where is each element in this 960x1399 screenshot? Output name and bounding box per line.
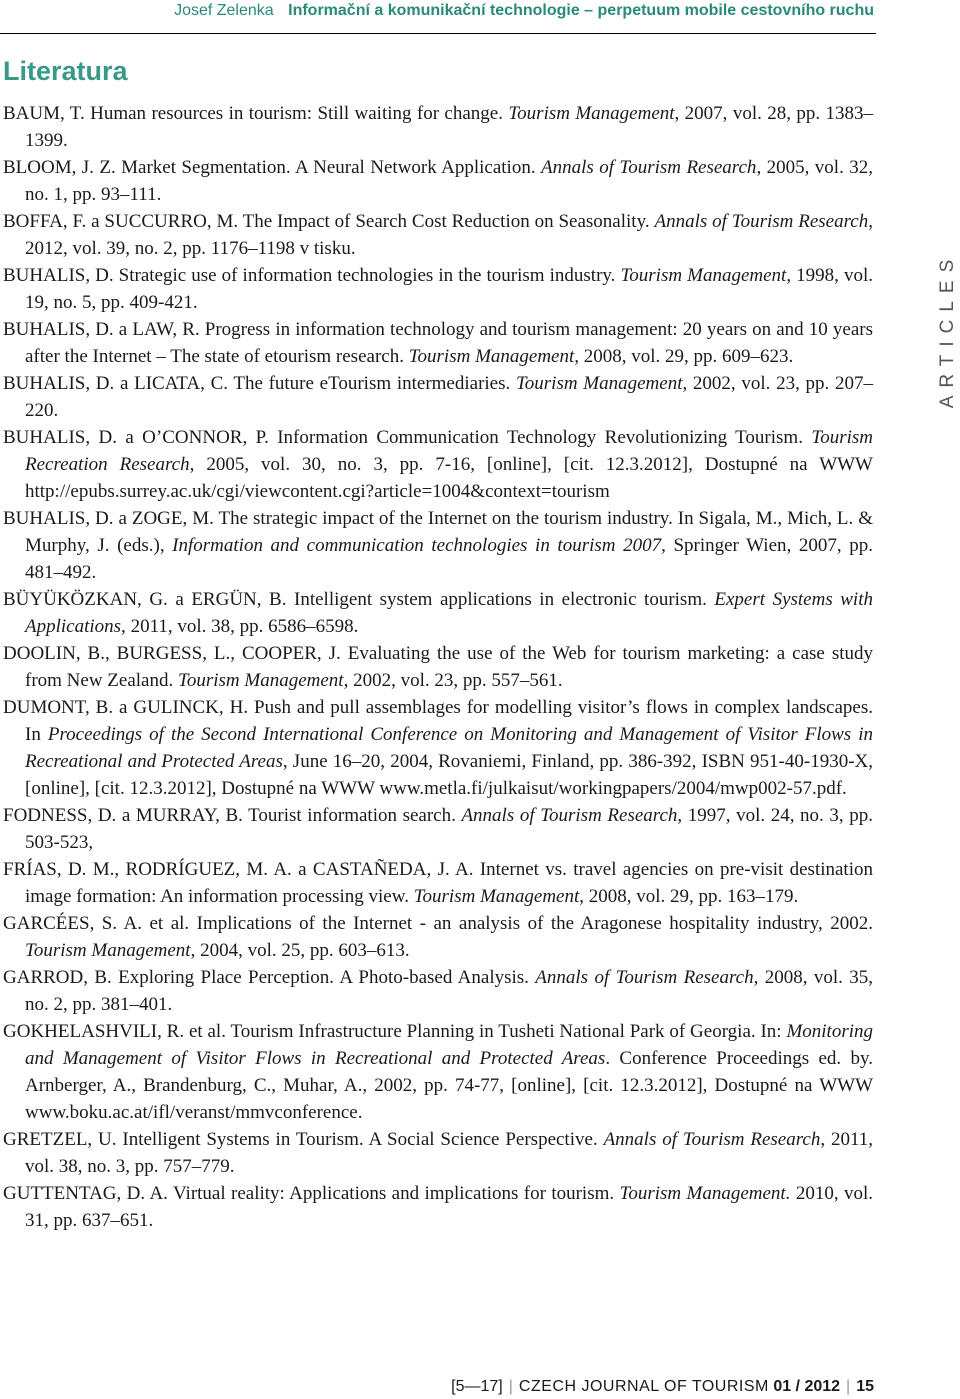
reference-details: 2008, vol. 29, pp. 609–623.	[579, 346, 794, 367]
reference-details: . Conference Proceedings ed. by. Arnberger, A., Brandenburg, C., Muhar, A., 2002, pp. 74-77, [online], [cit. 12.3.2012], Dostupné na WWW www.boku.ac.at/ifl/veranst/mmvconference.	[25, 1048, 874, 1123]
reference-text: BUHALIS, D. a ZOGE, M. The strategic impact of the Internet on the tourism industry. In Sigala, M., Mich, L. & Murphy, J. (eds.),	[3, 508, 873, 556]
reference-details: , 1998, vol. 19, no. 5, pp. 409-421.	[25, 265, 873, 313]
reference-details: , 2002, vol. 23, pp. 557–561.	[343, 670, 563, 691]
reference-text: BOFFA, F. a SUCCURRO, M. The Impact of Search Cost Reduction on Seasonality.	[3, 211, 655, 232]
reference-list	[3, 100, 873, 1234]
reference-details: , 2005, vol. 30, no. 3, pp. 7-16, [online], [cit. 12.3.2012], Dostupné na WWW http://epubs.surrey.ac.uk/cgi/viewcontent.cgi?article=1004&context=tourism	[25, 454, 873, 502]
reference-text: FRÍAS, D. M., RODRÍGUEZ, M. A. a CASTAÑEDA, J. A. Internet vs. travel agencies on pre-visit destination image formation: An information processing view.	[3, 859, 873, 907]
reference-details: , 2008, vol. 35, no. 2, pp. 381–401.	[25, 967, 873, 1015]
reference-text: BAUM, T. Human resources in tourism: Still waiting for change.	[3, 103, 509, 124]
reference-source-title: Monitoring and Management of Visitor Flows in Recreational and Protected Areas	[25, 1021, 873, 1069]
reference-entry	[3, 1018, 873, 1126]
reference-entry	[3, 964, 873, 1018]
reference-entry	[3, 208, 873, 262]
reference-source-title: Tourism Management,	[408, 346, 580, 367]
reference-entry	[3, 316, 873, 370]
reference-text: BUHALIS, D. a O’CONNOR, P. Information Communication Technology Revolutionizing Tourism.	[3, 427, 812, 448]
reference-source-title: Proceedings of the Second International Conference on Monitoring and Management of Visitor Flows in Recreational and Protected Areas	[25, 724, 873, 772]
reference-details: , June 16–20, 2004, Rovaniemi, Finland, pp. 386-392, ISBN 951-40-1930-X, [online], [cit. 12.3.2012], Dostupné na WWW www.metla.fi/julkaisut/workingpapers/2004/mwp002-57.pdf.	[25, 751, 873, 799]
reference-details: , Springer Wien, 2007, pp. 481–492.	[25, 535, 873, 583]
header-rule	[0, 33, 876, 34]
reference-details: , 2011, vol. 38, no. 3, pp. 757–779.	[25, 1129, 874, 1177]
reference-text: BUHALIS, D. a LAW, R. Progress in information technology and tourism management: 20 years on and 10 years after the Internet – The state of etourism research.	[3, 319, 873, 367]
reference-entry	[3, 424, 873, 505]
reference-source-title: Annals of Tourism Research	[535, 967, 754, 988]
reference-source-title: Information and communication technologies in tourism 2007	[172, 535, 662, 556]
footer-separator: |	[846, 1378, 851, 1395]
reference-details: , 2005, vol. 32, no. 1, pp. 93–111.	[25, 157, 873, 205]
reference-entry	[3, 370, 873, 424]
reference-details: , 2008, vol. 29, pp. 163–179.	[579, 886, 799, 907]
reference-source-title: Tourism Management	[508, 103, 675, 124]
reference-source-title: Annals of Tourism Research	[654, 211, 869, 232]
reference-details: , 2012, vol. 39, no. 2, pp. 1176–1198 v tisku.	[25, 211, 873, 259]
reference-source-title: Tourism Management	[25, 940, 191, 961]
reference-entry	[3, 640, 873, 694]
reference-details: , 2007, vol. 28, pp. 1383–1399.	[25, 103, 873, 151]
reference-source-title: Tourism Management	[413, 886, 580, 907]
reference-details: , 2002, vol. 23, pp. 207–220.	[25, 373, 874, 421]
reference-source-title: Expert Systems with Applications,	[25, 589, 873, 637]
reference-text: BUHALIS, D. Strategic use of information technologies in the tourism industry.	[3, 265, 621, 286]
reference-entry	[3, 586, 873, 640]
reference-entry	[3, 802, 873, 856]
reference-entry	[3, 1180, 873, 1234]
footer-journal-name: CZECH JOURNAL OF TOURISM	[518, 1378, 769, 1395]
reference-entry	[3, 1126, 873, 1180]
header-author: Josef Zelenka	[174, 2, 274, 19]
reference-source-title: Tourism Management	[620, 265, 787, 286]
reference-entry	[3, 100, 873, 154]
reference-entry	[3, 694, 873, 802]
reference-entry	[3, 262, 873, 316]
footer-page-number: 15	[856, 1378, 874, 1395]
reference-source-title: Tourism Management.	[619, 1183, 791, 1204]
side-section-label: ARTICLES	[937, 251, 958, 409]
reference-entry	[3, 910, 873, 964]
footer-separator: |	[508, 1378, 513, 1395]
reference-source-title: Annals of Tourism Research	[461, 805, 678, 826]
page-footer	[451, 1378, 874, 1396]
reference-details: 2011, vol. 38, pp. 6586–6598.	[125, 616, 359, 637]
footer-page-range: [5—17]	[451, 1378, 503, 1395]
reference-text: GUTTENTAG, D. A. Virtual reality: Applications and implications for tourism.	[3, 1183, 620, 1204]
reference-entry	[3, 505, 873, 586]
reference-details: , 2004, vol. 25, pp. 603–613.	[190, 940, 410, 961]
reference-entry	[3, 154, 873, 208]
reference-details: 2010, vol. 31, pp. 637–651.	[25, 1183, 874, 1231]
section-title: Literatura	[3, 56, 128, 86]
reference-text: GRETZEL, U. Intelligent Systems in Tourism. A Social Science Perspective.	[3, 1129, 604, 1150]
reference-source-title: Tourism Management	[178, 670, 344, 691]
reference-source-title: Tourism Management	[515, 373, 683, 394]
reference-entry	[3, 856, 873, 910]
header-title: Informační a komunikační technologie – perpetuum mobile cestovního ruchu	[288, 2, 874, 19]
reference-details: , 1997, vol. 24, no. 3, pp. 503-523,	[25, 805, 873, 853]
reference-text: GARROD, B. Exploring Place Perception. A Photo-based Analysis.	[3, 967, 536, 988]
reference-text: FODNESS, D. a MURRAY, B. Tourist information search.	[3, 805, 462, 826]
reference-text: GARCÉES, S. A. et al. Implications of the Internet - an analysis of the Aragonese hospitality industry, 2002.	[3, 913, 873, 934]
reference-text: BLOOM, J. Z. Market Segmentation. A Neural Network Application.	[3, 157, 541, 178]
reference-source-title: Tourism Recreation Research	[25, 427, 873, 475]
reference-text: BUHALIS, D. a LICATA, C. The future eTourism intermediaries.	[3, 373, 516, 394]
footer-issue: 01 / 2012	[773, 1378, 841, 1395]
reference-text: DUMONT, B. a GULINCK, H. Push and pull assemblages for modelling visitor’s flows in complex landscapes. In	[3, 697, 873, 745]
reference-source-title: Annals of Tourism Research	[603, 1129, 821, 1150]
reference-source-title: Annals of Tourism Research	[541, 157, 757, 178]
reference-text: GOKHELASHVILI, R. et al. Tourism Infrastructure Planning in Tusheti National Park of Georgia. In:	[3, 1021, 787, 1042]
reference-text: BÜYÜKÖZKAN, G. a ERGÜN, B. Intelligent system applications in electronic tourism.	[3, 589, 715, 610]
running-header	[0, 0, 874, 20]
reference-text: DOOLIN, B., BURGESS, L., COOPER, J. Evaluating the use of the Web for tourism marketing: a case study from New Zealand.	[3, 643, 873, 691]
